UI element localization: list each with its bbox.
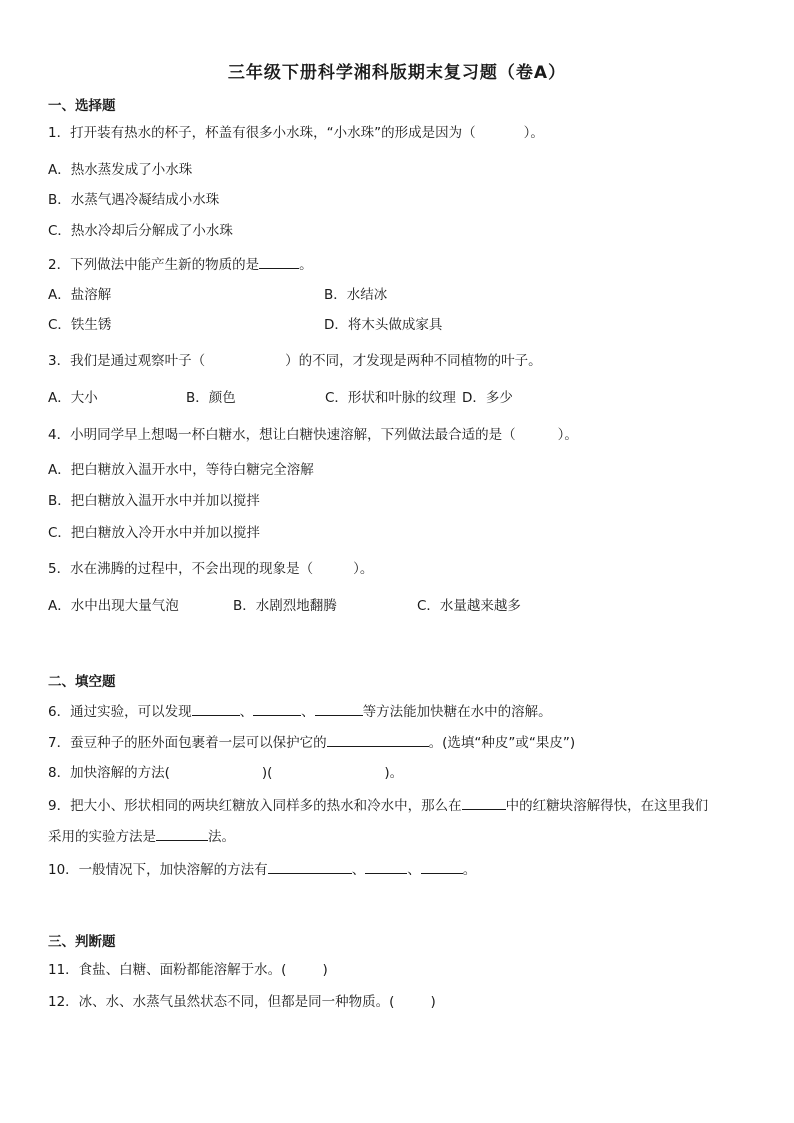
answer-blank[interactable] [365, 859, 407, 874]
question-5-option-c[interactable]: C．水量越来越多 [417, 598, 521, 614]
question-6-end: 等方法能加快糖在水中的溶解。 [362, 704, 552, 720]
question-8 [48, 764, 403, 782]
answer-blank[interactable] [259, 254, 299, 269]
question-2-option-b[interactable]: B．水结冰 [324, 287, 388, 303]
question-5-option-b[interactable]: B．水剧烈地翻腾 [233, 598, 337, 614]
question-2-option-a[interactable]: A．盐溶解 [48, 287, 112, 303]
question-12 [48, 993, 436, 1011]
page-title: 三年级下册科学湘科版期末复习题（卷A） [227, 63, 567, 83]
question-10-text: 10．一般情况下，加快溶解的方法有 [48, 862, 268, 878]
question-1-text: 1．打开装有热水的杯子，杯盖有很多小水珠，“小水珠”的形成是因为（ [48, 125, 476, 141]
question-5-option-a[interactable]: A．水中出现大量气泡 [48, 598, 179, 614]
question-4-text: 4．小明同学早上想喝一杯白糖水，想让白糖快速溶解，下列做法最合适的是（ [48, 427, 516, 443]
question-3-end: ）的不同，才发现是两种不同植物的叶子。 [285, 353, 542, 369]
question-3-option-b[interactable]: B．颜色 [186, 390, 236, 406]
question-10 [48, 859, 476, 879]
separator: 、 [407, 862, 421, 878]
question-2-option-d[interactable]: D．将木头做成家具 [324, 317, 443, 333]
question-1-option-b[interactable]: B．水蒸气遇冷凝结成小水珠 [48, 192, 220, 208]
question-5-text: 5．水在沸腾的过程中，不会出现的现象是（ [48, 561, 314, 577]
question-3 [48, 352, 542, 370]
question-5-end: ）。 [353, 561, 374, 577]
question-3-text: 3．我们是通过观察叶子（ [48, 353, 206, 369]
question-9-line-2 [48, 826, 235, 846]
question-9-text: 9．把大小、形状相同的两块红糖放入同样多的热水和冷水中，那么在 [48, 798, 462, 814]
question-2-end: 。 [299, 257, 313, 273]
question-7-text: 7．蚕豆种子的胚外面包裹着一层可以保护它的 [48, 735, 327, 751]
question-9-continued: 中的红糖块溶解得快，在这里我们 [505, 798, 709, 814]
question-7-end: 。(选填“种皮”或“果皮”) [428, 735, 576, 751]
answer-blank[interactable] [315, 701, 363, 716]
answer-blank[interactable] [421, 859, 463, 874]
question-4-option-b[interactable]: B．把白糖放入温开水中并加以搅拌 [48, 493, 260, 509]
question-1 [48, 124, 544, 142]
question-1-option-a[interactable]: A．热水蒸发成了小水珠 [48, 162, 193, 178]
question-3-option-d[interactable]: D．多少 [462, 390, 513, 406]
question-4 [48, 426, 578, 444]
question-8-text: 8．加快溶解的方法( [48, 765, 170, 781]
answer-blank[interactable] [192, 701, 240, 716]
question-3-option-a[interactable]: A．大小 [48, 390, 98, 406]
separator: 、 [239, 704, 254, 720]
question-9 [48, 795, 708, 815]
answer-blank[interactable] [462, 795, 506, 810]
separator: 、 [301, 704, 315, 720]
answer-blank[interactable] [156, 826, 208, 841]
question-4-option-a[interactable]: A．把白糖放入温开水中，等待白糖完全溶解 [48, 462, 314, 478]
question-11-text: 11．食盐、白糖、面粉都能溶解于水。( [48, 962, 287, 978]
question-12-text: 12．冰、水、水蒸气虽然状态不同，但都是同一种物质。( [48, 994, 395, 1010]
answer-blank[interactable] [268, 859, 352, 874]
question-10-end: 。 [462, 862, 477, 878]
question-8-mid: )( [261, 765, 273, 781]
separator: 、 [351, 862, 366, 878]
question-7 [48, 732, 575, 752]
question-3-option-c[interactable]: C．形状和叶脉的纹理 [325, 390, 456, 406]
section-heading-choice: 一、选择题 [48, 98, 116, 114]
question-11-end: ) [322, 962, 328, 978]
question-9-end: 法。 [208, 829, 235, 845]
question-2 [48, 254, 313, 274]
question-2-text: 2．下列做法中能产生新的物质的是 [48, 257, 260, 273]
question-11 [48, 961, 328, 979]
question-12-end: ) [430, 994, 436, 1010]
question-2-option-c[interactable]: C．铁生锈 [48, 317, 112, 333]
question-9-text-2: 采用的实验方法是 [48, 829, 156, 845]
question-1-option-c[interactable]: C．热水冷却后分解成了小水珠 [48, 223, 233, 239]
question-4-option-c[interactable]: C．把白糖放入冷开水中并加以搅拌 [48, 525, 260, 541]
section-heading-fill: 二、填空题 [48, 674, 116, 690]
question-6 [48, 701, 552, 721]
answer-blank[interactable] [253, 701, 301, 716]
question-4-end: ）。 [557, 427, 578, 443]
question-8-end: )。 [384, 765, 404, 781]
section-heading-judge: 三、判断题 [48, 934, 116, 950]
answer-blank[interactable] [327, 732, 429, 747]
question-6-text: 6．通过实验，可以发现 [48, 704, 192, 720]
question-5 [48, 560, 373, 578]
question-1-end: ）。 [523, 125, 544, 141]
